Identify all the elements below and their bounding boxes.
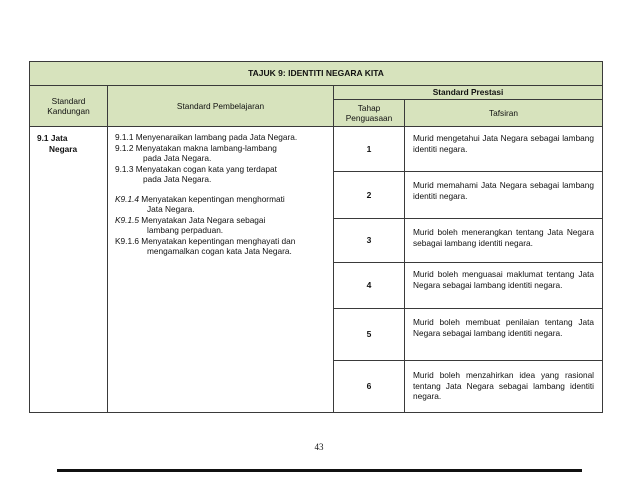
tafsiran-1: Murid mengetahui Jata Negara sebagai lambang identiti negara. — [405, 127, 603, 172]
tahap-3: 3 — [334, 219, 405, 263]
item-line: pada Jata Negara. — [143, 153, 212, 163]
kandungan-line: Negara — [49, 143, 78, 154]
tafsiran-4: Murid boleh menguasai maklumat tentang Jata Negara sebagai lambang identiti negara. — [405, 263, 603, 309]
tahap-2: 2 — [334, 172, 405, 219]
standard-kandungan-cell — [30, 127, 108, 413]
item-line: lambang perpaduan. — [147, 225, 224, 235]
item-text: Menyatakan kepentingan menghormati — [139, 193, 285, 204]
tafsiran-5: Murid boleh membuat penilaian tentang Jata Negara sebagai lambang identiti negara. — [405, 309, 603, 361]
item-line: mengamalkan cogan kata Jata Negara. — [147, 246, 292, 256]
tahap-1: 1 — [334, 127, 405, 172]
header-standard-kandungan — [30, 86, 108, 127]
item-line — [115, 194, 329, 205]
item-line: 9.1.1 Menyenaraikan lambang pada Jata Negara. — [115, 132, 298, 142]
tahap-6: 6 — [334, 361, 405, 413]
item-line: K9.1.6 Menyatakan kepentingan menghayati dan — [115, 235, 296, 246]
tafsiran-3: Murid boleh menerangkan tentang Jata Negara sebagai lambang identiti negara. — [405, 219, 603, 263]
table-row — [30, 127, 603, 172]
table-title: TAJUK 9: IDENTITI NEGARA KITA — [30, 62, 603, 86]
item-text: Menyatakan Jata Negara sebagai — [139, 214, 266, 225]
tahap-5: 5 — [334, 309, 405, 361]
pembelajaran-item — [115, 215, 329, 236]
page-number: 43 — [314, 442, 324, 452]
header-tafsiran: Tafsiran — [405, 100, 603, 127]
item-line: 9.1.3 Menyatakan cogan kata yang terdapat — [115, 163, 277, 174]
header-tahap-penguasaan — [334, 100, 405, 127]
curriculum-table — [29, 61, 603, 413]
tafsiran-2: Murid memahami Jata Negara sebagai lambang identiti negara. — [405, 172, 603, 219]
item-code: K9.1.4 — [115, 193, 139, 204]
standard-pembelajaran-cell — [108, 127, 334, 413]
header-standard-pembelajaran: Standard Pembelajaran — [108, 86, 334, 127]
header-text: Penguasaan — [345, 113, 393, 123]
item-line: Jata Negara. — [147, 204, 195, 214]
pembelajaran-item — [115, 236, 329, 257]
item-code: K9.1.5 — [115, 214, 139, 225]
footer-rule — [57, 469, 582, 472]
item-line — [115, 215, 329, 226]
item-line: pada Jata Negara. — [143, 174, 212, 184]
pembelajaran-item — [115, 132, 329, 143]
header-text: Kandungan — [47, 106, 90, 116]
pembelajaran-item — [115, 164, 329, 185]
kandungan-line: 9.1 Jata — [37, 133, 68, 143]
header-text: Tahap — [357, 102, 381, 113]
tahap-4: 4 — [334, 263, 405, 309]
item-line: 9.1.2 Menyatakan makna lambang-lambang — [115, 142, 277, 153]
tafsiran-6: Murid boleh menzahirkan idea yang rasional tentang Jata Negara sebagai lambang identiti negara. — [405, 361, 603, 413]
pembelajaran-item — [115, 194, 329, 215]
pembelajaran-item — [115, 143, 329, 164]
header-text: Standard — [51, 95, 86, 106]
header-standard-prestasi: Standard Prestasi — [334, 86, 603, 100]
